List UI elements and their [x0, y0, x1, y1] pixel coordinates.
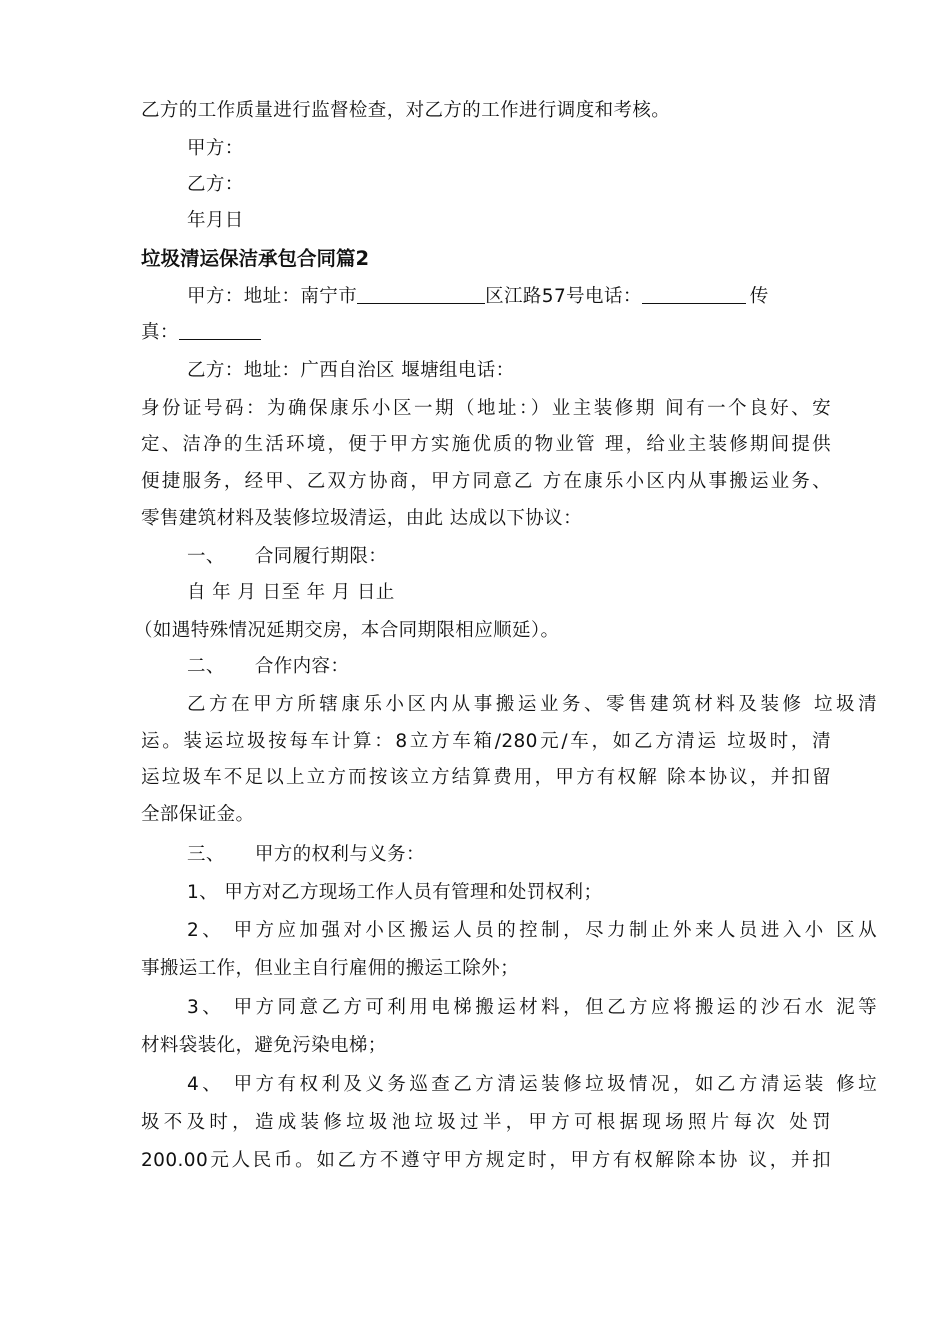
clause-heading-2: [187, 654, 877, 680]
party-a-address-label: 甲方：地址：南宁市: [187, 286, 358, 307]
party-a-address-road: 区江路57号电话：: [485, 286, 642, 307]
clause-title: 合作内容：: [254, 656, 350, 677]
paragraph-line: 定、洁净的生活环境，便于甲方实施优质的物业管 理，给业主装修期间提供: [141, 434, 831, 455]
clause-number: 一、: [187, 546, 225, 567]
paragraph-line: 全部保证金。: [141, 804, 255, 825]
paragraph-line: 事搬运工作，但业主自行雇佣的搬运工除外；: [141, 958, 520, 979]
paragraph-line: 运。装运垃圾按每车计算：8立方车箱/280元/车，如乙方清运 垃圾时，清: [141, 731, 831, 752]
party-b-signature-label: 乙方：: [187, 174, 244, 195]
party-a-fax-label-start: 传: [749, 286, 769, 307]
clause-title: 甲方的权利与义务：: [254, 844, 425, 865]
paragraph-line: 材料袋装化，避免污染电梯；: [141, 1035, 387, 1056]
section-heading: 垃圾清运保洁承包合同篇2: [141, 247, 370, 270]
clause-heading-3: [187, 842, 877, 868]
blank-underline: [179, 321, 261, 340]
list-item: 3、 甲方同意乙方可利用电梯搬运材料，但乙方应将搬运的沙石水 泥等: [187, 997, 877, 1018]
paragraph-line: 圾不及时，造成装修垃圾池垃圾过半，甲方可根据现场照片每次 处罚: [141, 1112, 831, 1133]
party-a-fax-line: [141, 320, 831, 346]
party-a-info-line: [187, 284, 827, 310]
paragraph-line: 身份证号码：为确保康乐小区一期（地址：）业主装修期 间有一个良好、安: [141, 398, 831, 419]
blank-underline: [357, 285, 485, 304]
clause-number: 二、: [187, 656, 225, 677]
paragraph-line: 乙方的工作质量进行监督检查，对乙方的工作进行调度和考核。: [141, 100, 671, 121]
paragraph-line: 乙方在甲方所辖康乐小区内从事搬运业务、零售建筑材料及装修 垃圾清: [187, 694, 877, 715]
list-item: 2、 甲方应加强对小区搬运人员的控制，尽力制止外来人员进入小 区从: [187, 920, 877, 941]
party-a-signature-label: 甲方：: [187, 138, 244, 159]
clause-heading-1: [187, 544, 877, 570]
paragraph-line: 便捷服务，经甲、乙双方协商，甲方同意乙 方在康乐小区内从事搬运业务、: [141, 471, 831, 492]
list-item: 4、 甲方有权利及义务巡查乙方清运装修垃圾情况，如乙方清运装 修垃: [187, 1074, 877, 1095]
paragraph-line: 200.00元人民币。如乙方不遵守甲方规定时，甲方有权解除本协 议，并扣: [141, 1150, 831, 1171]
clause-title: 合同履行期限：: [254, 546, 388, 567]
signature-date-label: 年月日: [187, 210, 244, 231]
paragraph-line: 零售建筑材料及装修垃圾清运，由此 达成以下协议：: [141, 508, 582, 529]
blank-underline: [642, 285, 746, 304]
list-item: 1、 甲方对乙方现场工作人员有管理和处罚权利；: [187, 882, 603, 903]
party-a-fax-label-end: 真：: [141, 322, 179, 343]
paragraph-line: 运垃圾车不足以上立方而按该立方结算费用，甲方有权解 除本协议，并扣留: [141, 767, 831, 788]
clause-number: 三、: [187, 844, 225, 865]
party-b-info-line: 乙方：地址：广西自治区 堰塘组电话：: [187, 360, 515, 381]
contract-term-line: 自 年 月 日至 年 月 日止: [187, 582, 395, 603]
paragraph-line: （如遇特殊情况延期交房，本合同期限相应顺延）。: [134, 620, 560, 641]
